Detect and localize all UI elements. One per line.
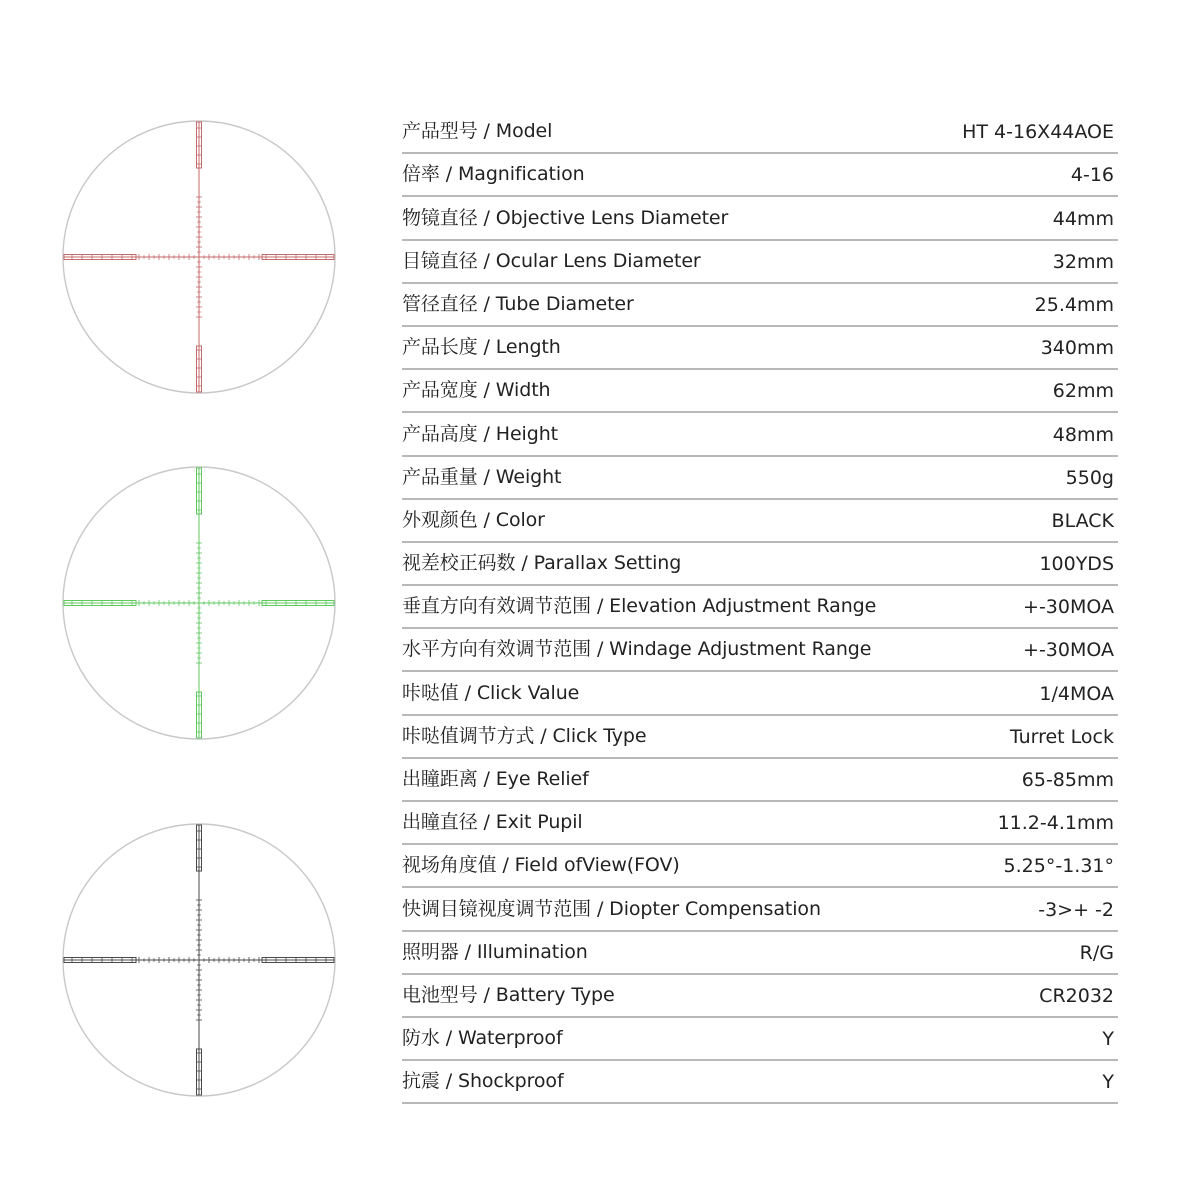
spec-row-field-of-view xyxy=(402,845,1118,888)
spec-row-shockproof xyxy=(402,1061,1118,1104)
spec-row-diopter-compensation xyxy=(402,888,1118,931)
spec-label: 产品重量 / Weight xyxy=(402,465,562,488)
spec-value: +-30MOA xyxy=(1023,639,1114,662)
spec-row-length xyxy=(402,327,1118,370)
spec-value: Y xyxy=(1102,1028,1114,1051)
spec-label: 管径直径 / Tube Diameter xyxy=(402,292,634,315)
spec-row-weight xyxy=(402,457,1118,500)
spec-label: 防水 / Waterproof xyxy=(402,1027,563,1050)
spec-label: 电池型号 / Battery Type xyxy=(402,983,615,1006)
spec-row-elevation-adjustment-range xyxy=(402,586,1118,629)
spec-table xyxy=(402,111,1118,1104)
spec-value: 32mm xyxy=(1052,250,1114,273)
spec-value: 550g xyxy=(1065,466,1114,489)
spec-row-windage-adjustment-range xyxy=(402,629,1118,672)
spec-value: 44mm xyxy=(1052,207,1114,230)
spec-value: 25.4mm xyxy=(1034,293,1114,316)
spec-value: 340mm xyxy=(1040,337,1114,360)
spec-label: 倍率 / Magnification xyxy=(402,163,585,186)
spec-row-height xyxy=(402,413,1118,456)
spec-label: 出瞳距离 / Eye Relief xyxy=(402,768,589,790)
spec-label: 产品型号 / Model xyxy=(402,120,553,143)
spec-value: R/G xyxy=(1079,941,1114,964)
spec-value: 11.2-4.1mm xyxy=(997,812,1114,835)
black-reticle xyxy=(60,821,338,1099)
spec-row-ocular-lens-diameter xyxy=(402,241,1118,284)
spec-row-click-type xyxy=(402,716,1118,759)
spec-row-magnification xyxy=(402,154,1118,197)
spec-label: 咔哒值调节方式 / Click Type xyxy=(402,724,647,747)
spec-value: 65-85mm xyxy=(1021,769,1114,791)
spec-row-objective-lens-diameter xyxy=(402,197,1118,240)
spec-value: 100YDS xyxy=(1039,553,1114,576)
spec-row-tube-diameter xyxy=(402,284,1118,327)
spec-value: Turret Lock xyxy=(1009,725,1114,748)
spec-value: -3>+ -2 xyxy=(1038,898,1114,921)
spec-row-battery-type xyxy=(402,975,1118,1018)
spec-label: 产品高度 / Height xyxy=(402,422,558,445)
red-reticle xyxy=(60,118,338,396)
spec-value: 48mm xyxy=(1052,423,1114,446)
spec-value: 5.25°-1.31° xyxy=(1003,855,1114,878)
spec-row-width xyxy=(402,370,1118,413)
spec-row-waterproof xyxy=(402,1018,1118,1061)
spec-label: 外观颜色 / Color xyxy=(402,508,545,531)
green-reticle xyxy=(60,464,338,742)
spec-value: 4-16 xyxy=(1070,164,1114,187)
spec-row-eye-relief xyxy=(402,759,1118,802)
spec-value: CR2032 xyxy=(1039,984,1114,1007)
reticle-svg xyxy=(60,821,338,1099)
spec-value: HT 4-16X44AOE xyxy=(962,121,1114,144)
spec-label: 产品宽度 / Width xyxy=(402,379,551,402)
spec-value: 62mm xyxy=(1052,380,1114,403)
spec-label: 咔哒值 / Click Value xyxy=(402,681,580,704)
spec-row-model xyxy=(402,111,1118,154)
reticle-svg xyxy=(60,118,338,396)
spec-label: 视场角度值 / Field ofView(FOV) xyxy=(402,854,680,877)
spec-row-click-value xyxy=(402,672,1118,715)
reticle-svg xyxy=(60,464,338,742)
spec-value: BLACK xyxy=(1051,509,1114,532)
spec-row-parallax-setting xyxy=(402,543,1118,586)
spec-label: 出瞳直径 / Exit Pupil xyxy=(402,811,583,834)
spec-label: 物镜直径 / Objective Lens Diameter xyxy=(402,206,729,229)
spec-value: 1/4MOA xyxy=(1039,682,1114,705)
spec-label: 视差校正码数 / Parallax Setting xyxy=(402,552,682,575)
spec-label: 抗震 / Shockproof xyxy=(402,1070,564,1093)
spec-label: 垂直方向有效调节范围 / Elevation Adjustment Range xyxy=(402,595,877,618)
spec-value: +-30MOA xyxy=(1023,596,1114,619)
spec-row-exit-pupil xyxy=(402,802,1118,845)
spec-row-illumination xyxy=(402,932,1118,975)
spec-label: 产品长度 / Length xyxy=(402,336,561,359)
spec-value: Y xyxy=(1102,1071,1114,1094)
spec-label: 快调目镜视度调节范围 / Diopter Compensation xyxy=(402,897,821,920)
spec-label: 照明器 / Illumination xyxy=(402,940,588,963)
spec-label: 目镜直径 / Ocular Lens Diameter xyxy=(402,249,701,272)
spec-label: 水平方向有效调节范围 / Windage Adjustment Range xyxy=(402,638,872,661)
spec-row-color xyxy=(402,500,1118,543)
